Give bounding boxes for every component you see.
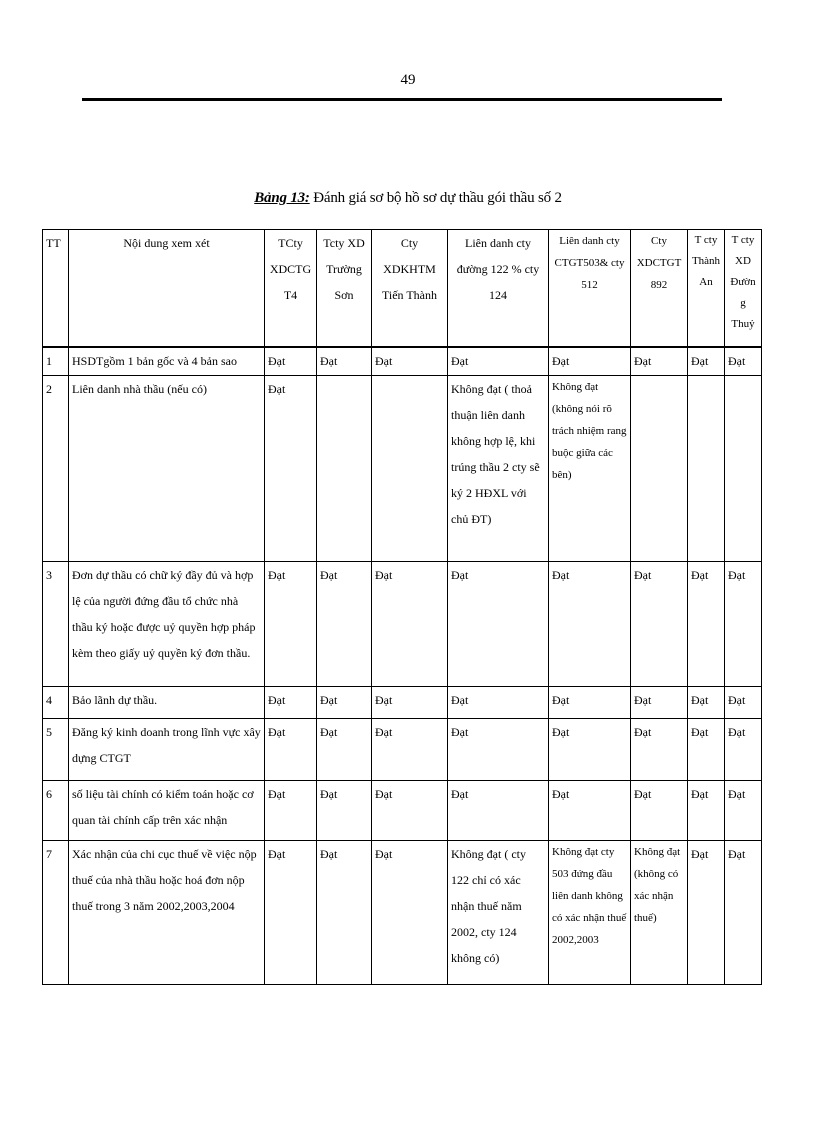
row-6-company-4: Đạt <box>448 781 549 841</box>
header-content: Nội dung xem xét <box>69 230 265 347</box>
row-1-company-5: Đạt <box>549 347 631 376</box>
row-1-company-1: Đạt <box>265 347 317 376</box>
row-1-company-2: Đạt <box>317 347 372 376</box>
header-company-4: Liên danh cty đường 122 % cty 124 <box>448 230 549 347</box>
row-1-tt: 1 <box>43 347 69 376</box>
row-2-tt: 2 <box>43 376 69 562</box>
row-7-company-6: Không đạt (không có xác nhận thuế) <box>631 841 688 985</box>
row-6-company-5: Đạt <box>549 781 631 841</box>
table-title <box>0 190 816 207</box>
row-4-company-1: Đạt <box>265 687 317 719</box>
row-7-content: Xác nhận của chi cục thuế về việc nộp thuế của nhà thầu hoặc hoá đơn nộp thuế trong 3 năm 2002,2003,2004 <box>69 841 265 985</box>
row-1-company-8: Đạt <box>725 347 762 376</box>
row-3-content: Đơn dự thầu có chữ ký đầy đủ và hợp lệ của người đứng đầu tổ chức nhà thầu ký hoặc được uỷ quyền hợp pháp kèm theo giấy uỷ quyền ký đơn thầu. <box>69 562 265 687</box>
evaluation-table <box>42 229 762 985</box>
row-2-company-5: Không đạt (không nói rõ trách nhiệm rang buộc giữa các bên) <box>549 376 631 562</box>
row-6-company-8: Đạt <box>725 781 762 841</box>
row-5-content: Đăng ký kinh doanh trong lĩnh vực xây dựng CTGT <box>69 719 265 781</box>
row-2-company-3 <box>372 376 448 562</box>
header-tt: TT <box>43 230 69 347</box>
row-4-company-7: Đạt <box>688 687 725 719</box>
table-row <box>43 719 762 781</box>
row-4-company-8: Đạt <box>725 687 762 719</box>
row-7-tt: 7 <box>43 841 69 985</box>
header-company-7: T cty Thành An <box>688 230 725 347</box>
row-3-company-8: Đạt <box>725 562 762 687</box>
row-5-company-7: Đạt <box>688 719 725 781</box>
table-title-label: Bảng 13: <box>254 190 310 206</box>
page-number: 49 <box>400 72 416 88</box>
header-company-1: TCty XDCTG T4 <box>265 230 317 347</box>
row-3-company-7: Đạt <box>688 562 725 687</box>
row-7-company-3: Đạt <box>372 841 448 985</box>
row-6-company-3: Đạt <box>372 781 448 841</box>
header-company-2: Tcty XD Trường Sơn <box>317 230 372 347</box>
row-7-company-2: Đạt <box>317 841 372 985</box>
row-1-company-6: Đạt <box>631 347 688 376</box>
row-1-content: HSDTgồm 1 bản gốc và 4 bản sao <box>69 347 265 376</box>
row-4-company-6: Đạt <box>631 687 688 719</box>
table-row <box>43 781 762 841</box>
row-2-company-7 <box>688 376 725 562</box>
row-6-company-1: Đạt <box>265 781 317 841</box>
row-3-tt: 3 <box>43 562 69 687</box>
table-row <box>43 687 762 719</box>
row-1-company-7: Đạt <box>688 347 725 376</box>
row-5-company-8: Đạt <box>725 719 762 781</box>
row-5-company-3: Đạt <box>372 719 448 781</box>
row-2-company-4: Không đạt ( thoả thuận liên danh không hợp lệ, khi trúng thầu 2 cty sẽ ký 2 HĐXL với chủ ĐT) <box>448 376 549 562</box>
row-1-company-3: Đạt <box>372 347 448 376</box>
row-2-content: Liên danh nhà thầu (nếu có) <box>69 376 265 562</box>
header-company-5: Liên danh cty CTGT503& cty 512 <box>549 230 631 347</box>
table-row <box>43 376 762 562</box>
row-2-company-1: Đạt <box>265 376 317 562</box>
row-3-company-4: Đạt <box>448 562 549 687</box>
row-4-tt: 4 <box>43 687 69 719</box>
row-5-company-2: Đạt <box>317 719 372 781</box>
row-3-company-1: Đạt <box>265 562 317 687</box>
row-2-company-6 <box>631 376 688 562</box>
row-5-tt: 5 <box>43 719 69 781</box>
row-3-company-3: Đạt <box>372 562 448 687</box>
row-5-company-1: Đạt <box>265 719 317 781</box>
row-3-company-2: Đạt <box>317 562 372 687</box>
table-row <box>43 562 762 687</box>
header-rule <box>82 98 722 101</box>
row-5-company-6: Đạt <box>631 719 688 781</box>
header-company-3: Cty XDKHTM Tiến Thành <box>372 230 448 347</box>
row-4-company-5: Đạt <box>549 687 631 719</box>
row-1-company-4: Đạt <box>448 347 549 376</box>
row-4-company-3: Đạt <box>372 687 448 719</box>
row-2-company-8 <box>725 376 762 562</box>
row-7-company-1: Đạt <box>265 841 317 985</box>
row-2-company-2 <box>317 376 372 562</box>
header-row <box>43 230 762 347</box>
row-6-tt: 6 <box>43 781 69 841</box>
row-7-company-8: Đạt <box>725 841 762 985</box>
row-7-company-4: Không đạt ( cty 122 chỉ có xác nhận thuế năm 2002, cty 124 không có) <box>448 841 549 985</box>
row-3-company-6: Đạt <box>631 562 688 687</box>
table-title-text: Đánh giá sơ bộ hồ sơ dự thầu gói thầu số 2 <box>309 190 562 206</box>
table-row <box>43 347 762 376</box>
row-4-content: Bảo lãnh dự thầu. <box>69 687 265 719</box>
row-4-company-4: Đạt <box>448 687 549 719</box>
row-7-company-5: Không đạt cty 503 đứng đầu liên danh không có xác nhận thuế 2002,2003 <box>549 841 631 985</box>
header-company-8: T cty XD Đường Thuỷ <box>725 230 762 347</box>
row-4-company-2: Đạt <box>317 687 372 719</box>
row-6-company-2: Đạt <box>317 781 372 841</box>
table-row <box>43 841 762 985</box>
row-6-content: số liệu tài chính có kiểm toán hoặc cơ quan tài chính cấp trên xác nhận <box>69 781 265 841</box>
row-6-company-7: Đạt <box>688 781 725 841</box>
row-7-company-7: Đạt <box>688 841 725 985</box>
header-company-6: Cty XDCTGT 892 <box>631 230 688 347</box>
row-5-company-4: Đạt <box>448 719 549 781</box>
row-3-company-5: Đạt <box>549 562 631 687</box>
row-6-company-6: Đạt <box>631 781 688 841</box>
row-5-company-5: Đạt <box>549 719 631 781</box>
